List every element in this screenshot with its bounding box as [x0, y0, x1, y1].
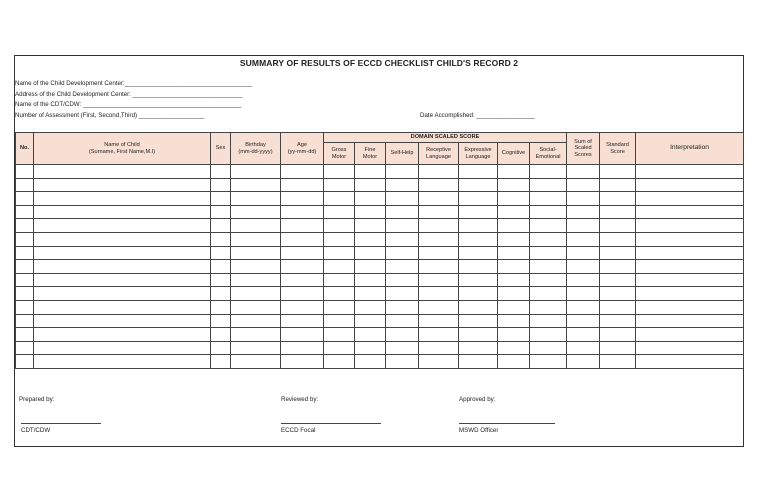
table-cell[interactable]: [355, 273, 386, 287]
table-cell[interactable]: [281, 219, 324, 233]
table-row: [16, 328, 744, 342]
results-table: [15, 132, 744, 369]
table-cell[interactable]: [567, 246, 600, 260]
col-header-cognitive: Cognitive: [498, 143, 530, 165]
table-cell[interactable]: [16, 232, 34, 246]
table-cell[interactable]: [498, 205, 530, 219]
table-cell[interactable]: [636, 328, 744, 342]
table-cell[interactable]: [419, 300, 459, 314]
table-cell[interactable]: [324, 341, 355, 355]
table-cell[interactable]: [600, 192, 636, 206]
table-cell[interactable]: [498, 355, 530, 369]
table-cell[interactable]: [530, 260, 567, 274]
table-cell[interactable]: [281, 192, 324, 206]
table-row: [16, 178, 744, 192]
table-cell[interactable]: [459, 205, 498, 219]
prepared-by-signature-line[interactable]: [21, 423, 101, 424]
table-cell[interactable]: [419, 205, 459, 219]
table-cell[interactable]: [459, 287, 498, 301]
table-row: [16, 205, 744, 219]
table-cell[interactable]: [211, 219, 231, 233]
table-cell[interactable]: [600, 341, 636, 355]
table-cell[interactable]: [281, 314, 324, 328]
table-cell[interactable]: [211, 205, 231, 219]
table-cell[interactable]: [530, 341, 567, 355]
table-cell[interactable]: [636, 246, 744, 260]
col-header-social-emotional: Social- Emotional: [530, 143, 567, 165]
table-cell[interactable]: [567, 192, 600, 206]
table-cell[interactable]: [600, 300, 636, 314]
col-header-receptive-language: Receptive Language: [419, 143, 459, 165]
table-cell[interactable]: [281, 178, 324, 192]
table-cell[interactable]: [459, 328, 498, 342]
table-cell[interactable]: [16, 219, 34, 233]
table-cell[interactable]: [530, 328, 567, 342]
table-cell[interactable]: [355, 287, 386, 301]
table-cell[interactable]: [419, 246, 459, 260]
table-cell[interactable]: [355, 205, 386, 219]
table-cell[interactable]: [211, 178, 231, 192]
col-header-sex: Sex: [211, 133, 231, 165]
table-cell[interactable]: [386, 246, 419, 260]
table-row: [16, 165, 744, 179]
table-cell[interactable]: [636, 287, 744, 301]
table-cell[interactable]: [34, 287, 211, 301]
table-row: [16, 314, 744, 328]
table-cell[interactable]: [386, 287, 419, 301]
table-cell[interactable]: [231, 314, 281, 328]
table-cell[interactable]: [16, 328, 34, 342]
table-cell[interactable]: [498, 260, 530, 274]
table-cell[interactable]: [355, 355, 386, 369]
table-cell[interactable]: [281, 246, 324, 260]
table-cell[interactable]: [636, 232, 744, 246]
table-cell[interactable]: [355, 165, 386, 179]
table-cell[interactable]: [16, 287, 34, 301]
table-row: [16, 273, 744, 287]
table-cell[interactable]: [600, 273, 636, 287]
table-cell[interactable]: [600, 232, 636, 246]
table-cell[interactable]: [386, 341, 419, 355]
checklist-form: [14, 55, 744, 447]
table-cell[interactable]: [530, 178, 567, 192]
table-cell[interactable]: [459, 314, 498, 328]
approved-by-label: Approved by:: [459, 396, 496, 403]
table-cell[interactable]: [211, 341, 231, 355]
table-cell[interactable]: [211, 287, 231, 301]
table-cell[interactable]: [34, 300, 211, 314]
table-cell[interactable]: [386, 314, 419, 328]
table-cell[interactable]: [386, 178, 419, 192]
table-cell[interactable]: [567, 287, 600, 301]
table-cell[interactable]: [34, 355, 211, 369]
table-cell[interactable]: [530, 300, 567, 314]
table-cell[interactable]: [34, 328, 211, 342]
table-cell[interactable]: [281, 287, 324, 301]
table-cell[interactable]: [600, 178, 636, 192]
table-cell[interactable]: [16, 314, 34, 328]
table-cell[interactable]: [419, 328, 459, 342]
table-cell[interactable]: [600, 287, 636, 301]
table-cell[interactable]: [530, 165, 567, 179]
table-cell[interactable]: [34, 192, 211, 206]
reviewed-by-label: Reviewed by:: [281, 396, 319, 403]
table-cell[interactable]: [498, 178, 530, 192]
table-cell[interactable]: [281, 232, 324, 246]
table-cell[interactable]: [419, 232, 459, 246]
table-cell[interactable]: [419, 219, 459, 233]
table-cell[interactable]: [459, 341, 498, 355]
table-cell[interactable]: [16, 260, 34, 274]
table-cell[interactable]: [231, 219, 281, 233]
table-cell[interactable]: [498, 192, 530, 206]
table-cell[interactable]: [281, 328, 324, 342]
table-cell[interactable]: [498, 328, 530, 342]
table-cell[interactable]: [386, 219, 419, 233]
table-cell[interactable]: [459, 232, 498, 246]
table-cell[interactable]: [281, 260, 324, 274]
table-cell[interactable]: [34, 260, 211, 274]
table-cell[interactable]: [386, 232, 419, 246]
table-cell[interactable]: [459, 273, 498, 287]
table-cell[interactable]: [16, 300, 34, 314]
table-cell[interactable]: [231, 192, 281, 206]
table-cell[interactable]: [211, 165, 231, 179]
table-cell[interactable]: [419, 178, 459, 192]
table-cell[interactable]: [530, 314, 567, 328]
table-cell[interactable]: [600, 314, 636, 328]
table-cell[interactable]: [498, 232, 530, 246]
table-cell[interactable]: [459, 165, 498, 179]
table-cell[interactable]: [16, 205, 34, 219]
table-cell[interactable]: [355, 246, 386, 260]
table-cell[interactable]: [16, 341, 34, 355]
table-cell[interactable]: [34, 314, 211, 328]
table-row: [16, 355, 744, 369]
table-cell[interactable]: [281, 355, 324, 369]
col-header-no: No.: [16, 133, 34, 165]
table-cell[interactable]: [324, 219, 355, 233]
table-cell[interactable]: [355, 219, 386, 233]
table-cell[interactable]: [324, 287, 355, 301]
date-accomplished-field[interactable]: Date Accomplished: _________________: [420, 112, 535, 119]
table-cell[interactable]: [636, 219, 744, 233]
center-address-field[interactable]: Address of the Child Development Center: ________________________________: [15, 90, 243, 98]
table-cell[interactable]: [281, 300, 324, 314]
table-cell[interactable]: [231, 165, 281, 179]
approved-by-role: MSWD Officer: [459, 427, 499, 434]
table-cell[interactable]: [231, 260, 281, 274]
table-cell[interactable]: [600, 219, 636, 233]
table-cell[interactable]: [498, 300, 530, 314]
table-cell[interactable]: [419, 341, 459, 355]
table-cell[interactable]: [34, 232, 211, 246]
table-cell[interactable]: [419, 192, 459, 206]
table-cell[interactable]: [636, 205, 744, 219]
col-header-birthday: Birthday (mm-dd-yyyy): [231, 133, 281, 165]
table-cell[interactable]: [498, 246, 530, 260]
col-header-sum-scaled: Sum of Scaled Scores: [567, 133, 600, 165]
assessment-number-field[interactable]: Number of Assessment (First, Second,Third) ___________________: [15, 111, 205, 119]
table-cell[interactable]: [34, 178, 211, 192]
table-cell[interactable]: [459, 355, 498, 369]
table-row: [16, 300, 744, 314]
table-cell[interactable]: [355, 341, 386, 355]
table-cell[interactable]: [636, 273, 744, 287]
table-cell[interactable]: [355, 328, 386, 342]
prepared-by-label: Prepared by:: [19, 396, 55, 403]
table-cell[interactable]: [355, 232, 386, 246]
table-cell[interactable]: [459, 300, 498, 314]
table-cell[interactable]: [324, 205, 355, 219]
table-cell[interactable]: [211, 355, 231, 369]
col-header-interpretation: Interpretation: [636, 133, 744, 165]
table-cell[interactable]: [600, 205, 636, 219]
table-cell[interactable]: [567, 300, 600, 314]
table-cell[interactable]: [324, 300, 355, 314]
table-cell[interactable]: [231, 178, 281, 192]
table-cell[interactable]: [567, 328, 600, 342]
table-cell[interactable]: [459, 246, 498, 260]
table-cell[interactable]: [636, 300, 744, 314]
form-info-block: [15, 79, 252, 121]
table-cell[interactable]: [386, 205, 419, 219]
table-row: [16, 287, 744, 301]
table-cell[interactable]: [355, 314, 386, 328]
table-cell[interactable]: [636, 165, 744, 179]
table-cell[interactable]: [386, 192, 419, 206]
table-cell[interactable]: [211, 314, 231, 328]
table-row: [16, 341, 744, 355]
table-cell[interactable]: [419, 260, 459, 274]
table-cell[interactable]: [498, 165, 530, 179]
table-cell[interactable]: [567, 165, 600, 179]
table-cell[interactable]: [324, 273, 355, 287]
col-header-fine-motor: Fine Motor: [355, 143, 386, 165]
table-cell[interactable]: [324, 355, 355, 369]
reviewed-by-signature-line[interactable]: [281, 423, 381, 424]
col-header-domain-group: DOMAIN SCALED SCORE: [324, 133, 567, 143]
table-cell[interactable]: [386, 165, 419, 179]
table-cell[interactable]: [567, 341, 600, 355]
table-cell[interactable]: [355, 300, 386, 314]
table-cell[interactable]: [530, 232, 567, 246]
table-cell[interactable]: [211, 328, 231, 342]
table-cell[interactable]: [636, 178, 744, 192]
table-cell[interactable]: [600, 328, 636, 342]
table-cell[interactable]: [636, 260, 744, 274]
table-cell[interactable]: [567, 314, 600, 328]
table-cell[interactable]: [419, 314, 459, 328]
table-cell[interactable]: [231, 328, 281, 342]
table-cell[interactable]: [600, 260, 636, 274]
table-cell[interactable]: [636, 314, 744, 328]
results-table-body: [16, 165, 744, 369]
table-cell[interactable]: [324, 328, 355, 342]
table-cell[interactable]: [567, 205, 600, 219]
table-cell[interactable]: [498, 314, 530, 328]
table-cell[interactable]: [386, 355, 419, 369]
table-cell[interactable]: [386, 328, 419, 342]
table-cell[interactable]: [567, 219, 600, 233]
table-cell[interactable]: [459, 192, 498, 206]
table-cell[interactable]: [419, 287, 459, 301]
table-cell[interactable]: [211, 273, 231, 287]
table-cell[interactable]: [567, 178, 600, 192]
table-cell[interactable]: [16, 192, 34, 206]
table-cell[interactable]: [16, 246, 34, 260]
table-cell[interactable]: [324, 232, 355, 246]
table-cell[interactable]: [281, 165, 324, 179]
table-cell[interactable]: [231, 300, 281, 314]
table-cell[interactable]: [600, 355, 636, 369]
prepared-by-role: CDT/CDW: [21, 427, 51, 434]
col-header-age: Age (yy-mm-dd): [281, 133, 324, 165]
table-cell[interactable]: [419, 165, 459, 179]
table-row: [16, 232, 744, 246]
table-cell[interactable]: [231, 341, 281, 355]
table-cell[interactable]: [231, 205, 281, 219]
table-cell[interactable]: [636, 341, 744, 355]
reviewed-by-role: ECCD Focal: [281, 427, 316, 434]
table-cell[interactable]: [459, 260, 498, 274]
table-cell[interactable]: [231, 287, 281, 301]
table-cell[interactable]: [16, 273, 34, 287]
table-cell[interactable]: [530, 192, 567, 206]
table-cell[interactable]: [281, 341, 324, 355]
table-cell[interactable]: [498, 341, 530, 355]
table-cell[interactable]: [419, 273, 459, 287]
table-cell[interactable]: [211, 260, 231, 274]
table-cell[interactable]: [419, 355, 459, 369]
table-row: [16, 219, 744, 233]
table-cell[interactable]: [231, 246, 281, 260]
table-cell[interactable]: [324, 165, 355, 179]
table-cell[interactable]: [324, 314, 355, 328]
table-cell[interactable]: [16, 165, 34, 179]
table-cell[interactable]: [498, 219, 530, 233]
table-cell[interactable]: [530, 246, 567, 260]
table-cell[interactable]: [324, 192, 355, 206]
form-title: SUMMARY OF RESULTS OF ECCD CHECKLIST CHILD'S RECORD 2: [239, 58, 519, 68]
table-cell[interactable]: [386, 273, 419, 287]
table-cell[interactable]: [567, 260, 600, 274]
table-cell[interactable]: [530, 219, 567, 233]
table-cell[interactable]: [355, 260, 386, 274]
table-cell[interactable]: [16, 355, 34, 369]
table-cell[interactable]: [567, 232, 600, 246]
table-cell[interactable]: [600, 165, 636, 179]
table-cell[interactable]: [530, 205, 567, 219]
table-cell[interactable]: [231, 355, 281, 369]
table-cell[interactable]: [386, 260, 419, 274]
table-cell[interactable]: [324, 246, 355, 260]
center-name-field[interactable]: Name of the Child Development Center:_____________________________________: [15, 80, 253, 87]
col-header-gross-motor: Gross Motor: [324, 143, 355, 165]
table-cell[interactable]: [211, 246, 231, 260]
table-cell[interactable]: [231, 232, 281, 246]
col-header-self-help: Self-Help: [386, 143, 419, 165]
table-cell[interactable]: [600, 246, 636, 260]
col-header-expressive-language: Expressive Language: [459, 143, 498, 165]
col-header-standard-score: Standard Score: [600, 133, 636, 165]
table-cell[interactable]: [34, 165, 211, 179]
table-cell[interactable]: [498, 287, 530, 301]
table-cell[interactable]: [16, 178, 34, 192]
approved-by-signature-line[interactable]: [459, 423, 555, 424]
table-row: [16, 260, 744, 274]
table-row: [16, 192, 744, 206]
table-cell[interactable]: [567, 355, 600, 369]
table-cell[interactable]: [324, 178, 355, 192]
table-cell[interactable]: [281, 273, 324, 287]
cdt-name-field[interactable]: Name of the CDT/CDW: ______________________________________________: [15, 101, 242, 108]
table-cell[interactable]: [355, 178, 386, 192]
table-cell[interactable]: [498, 273, 530, 287]
table-cell[interactable]: [386, 300, 419, 314]
table-cell[interactable]: [34, 246, 211, 260]
col-header-name: Name of Child (Surname, First Name,M.I): [34, 133, 211, 165]
table-cell[interactable]: [459, 219, 498, 233]
table-cell[interactable]: [211, 192, 231, 206]
table-cell[interactable]: [324, 260, 355, 274]
table-cell[interactable]: [459, 178, 498, 192]
table-cell[interactable]: [567, 273, 600, 287]
table-cell[interactable]: [231, 273, 281, 287]
table-cell[interactable]: [636, 355, 744, 369]
table-cell[interactable]: [355, 192, 386, 206]
table-cell[interactable]: [530, 273, 567, 287]
table-cell[interactable]: [530, 355, 567, 369]
table-cell[interactable]: [211, 232, 231, 246]
table-cell[interactable]: [636, 192, 744, 206]
table-cell[interactable]: [281, 205, 324, 219]
table-cell[interactable]: [34, 273, 211, 287]
table-cell[interactable]: [530, 287, 567, 301]
table-cell[interactable]: [34, 205, 211, 219]
table-cell[interactable]: [34, 341, 211, 355]
table-cell[interactable]: [211, 300, 231, 314]
table-cell[interactable]: [34, 219, 211, 233]
table-row: [16, 246, 744, 260]
